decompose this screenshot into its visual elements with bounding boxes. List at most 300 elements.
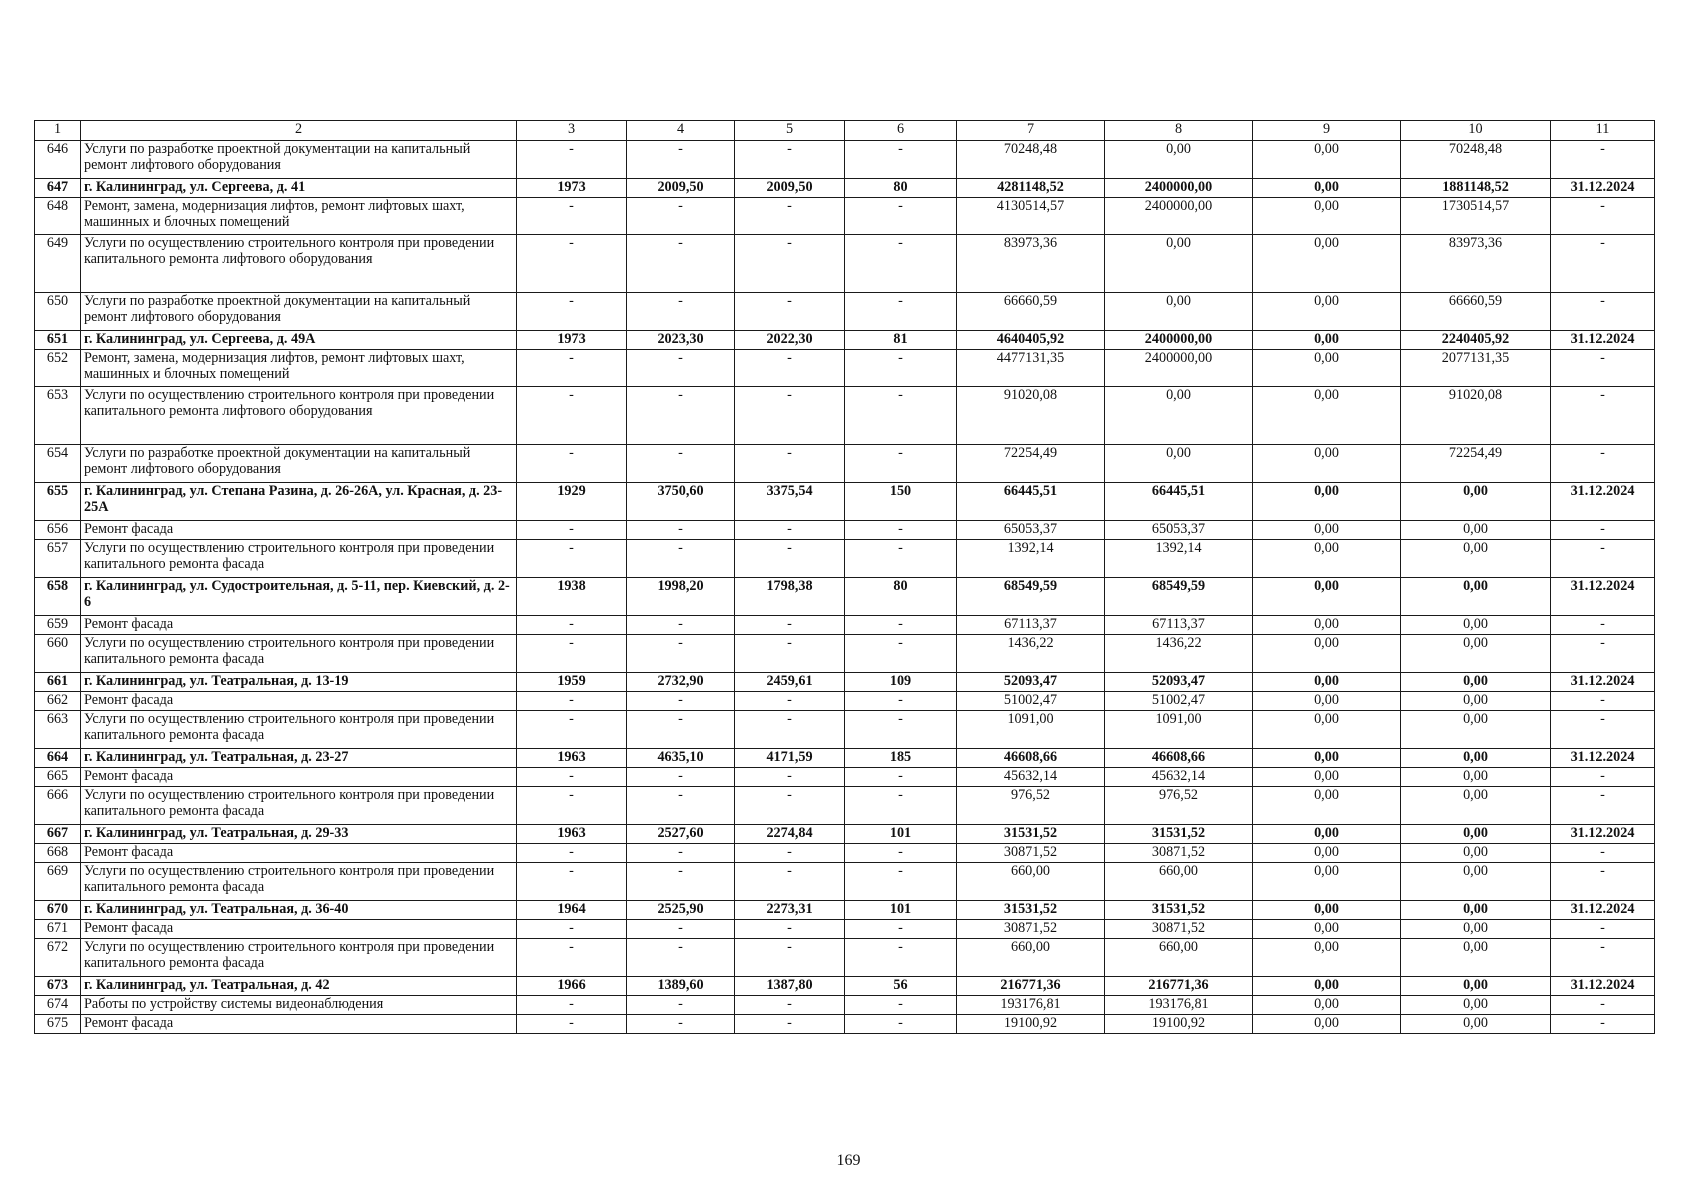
- deadline-cell: -: [1551, 540, 1655, 578]
- column-header: 10: [1401, 121, 1551, 141]
- work-row: [35, 996, 1655, 1015]
- fund-cost-cell: 31531,52: [1105, 825, 1253, 844]
- description-cell: Ремонт, замена, модернизация лифтов, ремонт лифтовых шахт, машинных и блочных помещений: [81, 198, 517, 235]
- work-row: [35, 350, 1655, 387]
- year-cell: 1964: [517, 901, 627, 920]
- total-cost-cell: 68549,59: [957, 578, 1105, 616]
- residents-cell: -: [845, 540, 957, 578]
- budget-cost-cell: 0,00: [1253, 179, 1401, 198]
- living-area-cell: 4171,59: [735, 749, 845, 768]
- total-area-cell: -: [627, 863, 735, 901]
- living-area-cell: -: [735, 768, 845, 787]
- description-cell: г. Калининград, ул. Театральная, д. 42: [81, 977, 517, 996]
- total-area-cell: -: [627, 235, 735, 293]
- residents-cell: -: [845, 635, 957, 673]
- address-row: [35, 825, 1655, 844]
- total-area-cell: -: [627, 711, 735, 749]
- residents-cell: 56: [845, 977, 957, 996]
- residents-cell: -: [845, 293, 957, 331]
- year-cell: -: [517, 540, 627, 578]
- fund-cost-cell: 0,00: [1105, 293, 1253, 331]
- description-cell: Работы по устройству системы видеонаблюдения: [81, 996, 517, 1015]
- total-cost-cell: 65053,37: [957, 521, 1105, 540]
- deadline-cell: -: [1551, 521, 1655, 540]
- column-header: 2: [81, 121, 517, 141]
- row-number: 668: [35, 844, 81, 863]
- column-header: 5: [735, 121, 845, 141]
- deadline-cell: -: [1551, 1015, 1655, 1034]
- row-number: 647: [35, 179, 81, 198]
- year-cell: 1973: [517, 331, 627, 350]
- row-number: 674: [35, 996, 81, 1015]
- fund-cost-cell: 52093,47: [1105, 673, 1253, 692]
- total-area-cell: -: [627, 445, 735, 483]
- fund-cost-cell: 2400000,00: [1105, 179, 1253, 198]
- living-area-cell: 3375,54: [735, 483, 845, 521]
- deadline-cell: -: [1551, 293, 1655, 331]
- living-area-cell: 1387,80: [735, 977, 845, 996]
- total-area-cell: 2732,90: [627, 673, 735, 692]
- year-cell: 1929: [517, 483, 627, 521]
- deadline-cell: -: [1551, 635, 1655, 673]
- residents-cell: 80: [845, 179, 957, 198]
- owners-cost-cell: 72254,49: [1401, 445, 1551, 483]
- row-number: 667: [35, 825, 81, 844]
- fund-cost-cell: 1091,00: [1105, 711, 1253, 749]
- total-area-cell: 2009,50: [627, 179, 735, 198]
- row-number: 659: [35, 616, 81, 635]
- row-number: 662: [35, 692, 81, 711]
- column-header: 9: [1253, 121, 1401, 141]
- owners-cost-cell: 0,00: [1401, 996, 1551, 1015]
- budget-cost-cell: 0,00: [1253, 387, 1401, 445]
- residents-cell: -: [845, 521, 957, 540]
- deadline-cell: 31.12.2024: [1551, 977, 1655, 996]
- address-row: [35, 673, 1655, 692]
- work-row: [35, 521, 1655, 540]
- year-cell: -: [517, 1015, 627, 1034]
- total-cost-cell: 976,52: [957, 787, 1105, 825]
- deadline-cell: -: [1551, 616, 1655, 635]
- living-area-cell: -: [735, 920, 845, 939]
- living-area-cell: -: [735, 1015, 845, 1034]
- owners-cost-cell: 0,00: [1401, 711, 1551, 749]
- residents-cell: 150: [845, 483, 957, 521]
- row-number: 660: [35, 635, 81, 673]
- description-cell: г. Калининград, ул. Сергеева, д. 41: [81, 179, 517, 198]
- owners-cost-cell: 0,00: [1401, 483, 1551, 521]
- work-row: [35, 692, 1655, 711]
- total-area-cell: -: [627, 540, 735, 578]
- description-cell: Услуги по разработке проектной документации на капитальный ремонт лифтового оборудования: [81, 141, 517, 179]
- total-cost-cell: 30871,52: [957, 844, 1105, 863]
- residents-cell: 101: [845, 825, 957, 844]
- deadline-cell: -: [1551, 863, 1655, 901]
- total-area-cell: 4635,10: [627, 749, 735, 768]
- residents-cell: -: [845, 863, 957, 901]
- budget-cost-cell: 0,00: [1253, 920, 1401, 939]
- row-number: 670: [35, 901, 81, 920]
- total-cost-cell: 4281148,52: [957, 179, 1105, 198]
- budget-cost-cell: 0,00: [1253, 540, 1401, 578]
- living-area-cell: 2273,31: [735, 901, 845, 920]
- row-number: 661: [35, 673, 81, 692]
- year-cell: -: [517, 235, 627, 293]
- residents-cell: -: [845, 692, 957, 711]
- budget-cost-cell: 0,00: [1253, 331, 1401, 350]
- residents-cell: -: [845, 141, 957, 179]
- work-row: [35, 939, 1655, 977]
- fund-cost-cell: 976,52: [1105, 787, 1253, 825]
- owners-cost-cell: 2077131,35: [1401, 350, 1551, 387]
- living-area-cell: -: [735, 445, 845, 483]
- row-number: 665: [35, 768, 81, 787]
- residents-cell: -: [845, 920, 957, 939]
- fund-cost-cell: 0,00: [1105, 445, 1253, 483]
- budget-cost-cell: 0,00: [1253, 1015, 1401, 1034]
- fund-cost-cell: 216771,36: [1105, 977, 1253, 996]
- total-area-cell: -: [627, 616, 735, 635]
- total-cost-cell: 1392,14: [957, 540, 1105, 578]
- work-row: [35, 198, 1655, 235]
- deadline-cell: 31.12.2024: [1551, 179, 1655, 198]
- year-cell: 1963: [517, 749, 627, 768]
- description-cell: Услуги по осуществлению строительного контроля при проведении капитального ремонта фасада: [81, 787, 517, 825]
- work-row: [35, 787, 1655, 825]
- row-number: 666: [35, 787, 81, 825]
- works-table: [34, 120, 1655, 1034]
- budget-cost-cell: 0,00: [1253, 768, 1401, 787]
- total-cost-cell: 1436,22: [957, 635, 1105, 673]
- residents-cell: -: [845, 445, 957, 483]
- owners-cost-cell: 0,00: [1401, 863, 1551, 901]
- work-row: [35, 635, 1655, 673]
- description-cell: Услуги по осуществлению строительного контроля при проведении капитального ремонта фасада: [81, 635, 517, 673]
- residents-cell: -: [845, 198, 957, 235]
- owners-cost-cell: 1730514,57: [1401, 198, 1551, 235]
- row-number: 671: [35, 920, 81, 939]
- description-cell: Ремонт фасада: [81, 844, 517, 863]
- total-area-cell: -: [627, 996, 735, 1015]
- total-cost-cell: 30871,52: [957, 920, 1105, 939]
- total-cost-cell: 216771,36: [957, 977, 1105, 996]
- row-number: 651: [35, 331, 81, 350]
- deadline-cell: 31.12.2024: [1551, 673, 1655, 692]
- deadline-cell: -: [1551, 387, 1655, 445]
- work-row: [35, 863, 1655, 901]
- deadline-cell: 31.12.2024: [1551, 331, 1655, 350]
- description-cell: Услуги по осуществлению строительного контроля при проведении капитального ремонта фасада: [81, 939, 517, 977]
- living-area-cell: 2459,61: [735, 673, 845, 692]
- residents-cell: -: [845, 387, 957, 445]
- work-row: [35, 540, 1655, 578]
- year-cell: -: [517, 863, 627, 901]
- column-header: 8: [1105, 121, 1253, 141]
- description-cell: г. Калининград, ул. Театральная, д. 29-33: [81, 825, 517, 844]
- column-header: 6: [845, 121, 957, 141]
- budget-cost-cell: 0,00: [1253, 521, 1401, 540]
- description-cell: г. Калининград, ул. Театральная, д. 13-19: [81, 673, 517, 692]
- column-header: 7: [957, 121, 1105, 141]
- budget-cost-cell: 0,00: [1253, 673, 1401, 692]
- deadline-cell: -: [1551, 141, 1655, 179]
- budget-cost-cell: 0,00: [1253, 996, 1401, 1015]
- deadline-cell: -: [1551, 198, 1655, 235]
- fund-cost-cell: 1436,22: [1105, 635, 1253, 673]
- total-area-cell: -: [627, 692, 735, 711]
- budget-cost-cell: 0,00: [1253, 293, 1401, 331]
- row-number: 675: [35, 1015, 81, 1034]
- fund-cost-cell: 0,00: [1105, 141, 1253, 179]
- budget-cost-cell: 0,00: [1253, 235, 1401, 293]
- work-row: [35, 293, 1655, 331]
- address-row: [35, 331, 1655, 350]
- year-cell: -: [517, 293, 627, 331]
- fund-cost-cell: 65053,37: [1105, 521, 1253, 540]
- total-area-cell: -: [627, 635, 735, 673]
- living-area-cell: -: [735, 350, 845, 387]
- row-number: 652: [35, 350, 81, 387]
- living-area-cell: -: [735, 939, 845, 977]
- address-row: [35, 483, 1655, 521]
- fund-cost-cell: 193176,81: [1105, 996, 1253, 1015]
- residents-cell: 80: [845, 578, 957, 616]
- work-row: [35, 445, 1655, 483]
- budget-cost-cell: 0,00: [1253, 578, 1401, 616]
- deadline-cell: 31.12.2024: [1551, 749, 1655, 768]
- deadline-cell: -: [1551, 692, 1655, 711]
- fund-cost-cell: 660,00: [1105, 939, 1253, 977]
- year-cell: 1959: [517, 673, 627, 692]
- year-cell: -: [517, 141, 627, 179]
- address-row: [35, 578, 1655, 616]
- column-header: 11: [1551, 121, 1655, 141]
- owners-cost-cell: 0,00: [1401, 540, 1551, 578]
- total-area-cell: -: [627, 1015, 735, 1034]
- fund-cost-cell: 2400000,00: [1105, 198, 1253, 235]
- budget-cost-cell: 0,00: [1253, 977, 1401, 996]
- total-cost-cell: 31531,52: [957, 901, 1105, 920]
- total-area-cell: -: [627, 521, 735, 540]
- description-cell: Ремонт фасада: [81, 768, 517, 787]
- owners-cost-cell: 91020,08: [1401, 387, 1551, 445]
- budget-cost-cell: 0,00: [1253, 198, 1401, 235]
- year-cell: -: [517, 996, 627, 1015]
- total-cost-cell: 1091,00: [957, 711, 1105, 749]
- total-cost-cell: 52093,47: [957, 673, 1105, 692]
- total-area-cell: 3750,60: [627, 483, 735, 521]
- owners-cost-cell: 0,00: [1401, 692, 1551, 711]
- year-cell: -: [517, 445, 627, 483]
- total-area-cell: -: [627, 787, 735, 825]
- description-cell: г. Калининград, ул. Степана Разина, д. 26-26А, ул. Красная, д. 23-25А: [81, 483, 517, 521]
- residents-cell: -: [845, 768, 957, 787]
- description-cell: г. Калининград, ул. Театральная, д. 36-40: [81, 901, 517, 920]
- description-cell: Услуги по разработке проектной документации на капитальный ремонт лифтового оборудования: [81, 293, 517, 331]
- row-number: 658: [35, 578, 81, 616]
- fund-cost-cell: 51002,47: [1105, 692, 1253, 711]
- fund-cost-cell: 0,00: [1105, 387, 1253, 445]
- year-cell: -: [517, 939, 627, 977]
- total-cost-cell: 72254,49: [957, 445, 1105, 483]
- description-cell: г. Калининград, ул. Сергеева, д. 49А: [81, 331, 517, 350]
- fund-cost-cell: 2400000,00: [1105, 331, 1253, 350]
- deadline-cell: 31.12.2024: [1551, 901, 1655, 920]
- deadline-cell: -: [1551, 787, 1655, 825]
- row-number: 648: [35, 198, 81, 235]
- row-number: 672: [35, 939, 81, 977]
- residents-cell: -: [845, 235, 957, 293]
- row-number: 650: [35, 293, 81, 331]
- budget-cost-cell: 0,00: [1253, 787, 1401, 825]
- total-cost-cell: 193176,81: [957, 996, 1105, 1015]
- work-row: [35, 768, 1655, 787]
- residents-cell: -: [845, 939, 957, 977]
- residents-cell: -: [845, 711, 957, 749]
- work-row: [35, 616, 1655, 635]
- description-cell: Услуги по осуществлению строительного контроля при проведении капитального ремонта фасада: [81, 711, 517, 749]
- work-row: [35, 141, 1655, 179]
- owners-cost-cell: 0,00: [1401, 977, 1551, 996]
- fund-cost-cell: 31531,52: [1105, 901, 1253, 920]
- living-area-cell: 2022,30: [735, 331, 845, 350]
- residents-cell: -: [845, 616, 957, 635]
- description-cell: г. Калининград, ул. Судостроительная, д. 5-11, пер. Киевский, д. 2-6: [81, 578, 517, 616]
- description-cell: Ремонт фасада: [81, 920, 517, 939]
- address-row: [35, 977, 1655, 996]
- fund-cost-cell: 19100,92: [1105, 1015, 1253, 1034]
- residents-cell: -: [845, 350, 957, 387]
- page-number: 169: [836, 1152, 861, 1169]
- owners-cost-cell: 1881148,52: [1401, 179, 1551, 198]
- living-area-cell: -: [735, 521, 845, 540]
- budget-cost-cell: 0,00: [1253, 445, 1401, 483]
- row-number: 656: [35, 521, 81, 540]
- total-area-cell: -: [627, 844, 735, 863]
- deadline-cell: -: [1551, 844, 1655, 863]
- description-cell: г. Калининград, ул. Театральная, д. 23-27: [81, 749, 517, 768]
- deadline-cell: -: [1551, 939, 1655, 977]
- total-cost-cell: 31531,52: [957, 825, 1105, 844]
- year-cell: -: [517, 768, 627, 787]
- work-row: [35, 387, 1655, 445]
- work-row: [35, 844, 1655, 863]
- column-header-row: [35, 121, 1655, 141]
- owners-cost-cell: 0,00: [1401, 521, 1551, 540]
- year-cell: -: [517, 635, 627, 673]
- residents-cell: 185: [845, 749, 957, 768]
- fund-cost-cell: 67113,37: [1105, 616, 1253, 635]
- owners-cost-cell: 0,00: [1401, 1015, 1551, 1034]
- residents-cell: -: [845, 787, 957, 825]
- deadline-cell: 31.12.2024: [1551, 825, 1655, 844]
- total-cost-cell: 66445,51: [957, 483, 1105, 521]
- description-cell: Ремонт фасада: [81, 692, 517, 711]
- year-cell: -: [517, 350, 627, 387]
- total-area-cell: 2023,30: [627, 331, 735, 350]
- address-row: [35, 179, 1655, 198]
- year-cell: 1938: [517, 578, 627, 616]
- description-cell: Ремонт фасада: [81, 521, 517, 540]
- total-cost-cell: 91020,08: [957, 387, 1105, 445]
- year-cell: -: [517, 616, 627, 635]
- fund-cost-cell: 68549,59: [1105, 578, 1253, 616]
- total-area-cell: -: [627, 293, 735, 331]
- owners-cost-cell: 0,00: [1401, 578, 1551, 616]
- budget-cost-cell: 0,00: [1253, 844, 1401, 863]
- living-area-cell: 2274,84: [735, 825, 845, 844]
- row-number: 664: [35, 749, 81, 768]
- year-cell: -: [517, 844, 627, 863]
- year-cell: -: [517, 692, 627, 711]
- total-cost-cell: 67113,37: [957, 616, 1105, 635]
- living-area-cell: -: [735, 863, 845, 901]
- year-cell: -: [517, 521, 627, 540]
- deadline-cell: 31.12.2024: [1551, 578, 1655, 616]
- budget-cost-cell: 0,00: [1253, 141, 1401, 179]
- total-area-cell: 1998,20: [627, 578, 735, 616]
- row-number: 669: [35, 863, 81, 901]
- description-cell: Услуги по осуществлению строительного контроля при проведении капитального ремонта лифтового оборудования: [81, 387, 517, 445]
- row-number: 654: [35, 445, 81, 483]
- deadline-cell: -: [1551, 768, 1655, 787]
- description-cell: Услуги по разработке проектной документации на капитальный ремонт лифтового оборудования: [81, 445, 517, 483]
- deadline-cell: -: [1551, 350, 1655, 387]
- year-cell: 1973: [517, 179, 627, 198]
- total-cost-cell: 83973,36: [957, 235, 1105, 293]
- year-cell: -: [517, 787, 627, 825]
- residents-cell: 101: [845, 901, 957, 920]
- fund-cost-cell: 66445,51: [1105, 483, 1253, 521]
- budget-cost-cell: 0,00: [1253, 350, 1401, 387]
- deadline-cell: -: [1551, 445, 1655, 483]
- work-row: [35, 235, 1655, 293]
- year-cell: -: [517, 920, 627, 939]
- budget-cost-cell: 0,00: [1253, 901, 1401, 920]
- living-area-cell: -: [735, 141, 845, 179]
- total-area-cell: -: [627, 920, 735, 939]
- total-area-cell: 1389,60: [627, 977, 735, 996]
- living-area-cell: -: [735, 198, 845, 235]
- budget-cost-cell: 0,00: [1253, 863, 1401, 901]
- living-area-cell: -: [735, 387, 845, 445]
- total-cost-cell: 19100,92: [957, 1015, 1105, 1034]
- year-cell: 1963: [517, 825, 627, 844]
- year-cell: -: [517, 387, 627, 445]
- total-cost-cell: 4640405,92: [957, 331, 1105, 350]
- residents-cell: -: [845, 1015, 957, 1034]
- owners-cost-cell: 0,00: [1401, 939, 1551, 977]
- fund-cost-cell: 0,00: [1105, 235, 1253, 293]
- work-row: [35, 1015, 1655, 1034]
- living-area-cell: -: [735, 616, 845, 635]
- total-area-cell: -: [627, 768, 735, 787]
- owners-cost-cell: 0,00: [1401, 825, 1551, 844]
- budget-cost-cell: 0,00: [1253, 616, 1401, 635]
- total-area-cell: 2527,60: [627, 825, 735, 844]
- fund-cost-cell: 45632,14: [1105, 768, 1253, 787]
- row-number: 655: [35, 483, 81, 521]
- row-number: 649: [35, 235, 81, 293]
- total-cost-cell: 46608,66: [957, 749, 1105, 768]
- year-cell: 1966: [517, 977, 627, 996]
- fund-cost-cell: 30871,52: [1105, 844, 1253, 863]
- owners-cost-cell: 66660,59: [1401, 293, 1551, 331]
- column-header: 1: [35, 121, 81, 141]
- work-row: [35, 920, 1655, 939]
- description-cell: Ремонт фасада: [81, 616, 517, 635]
- budget-cost-cell: 0,00: [1253, 483, 1401, 521]
